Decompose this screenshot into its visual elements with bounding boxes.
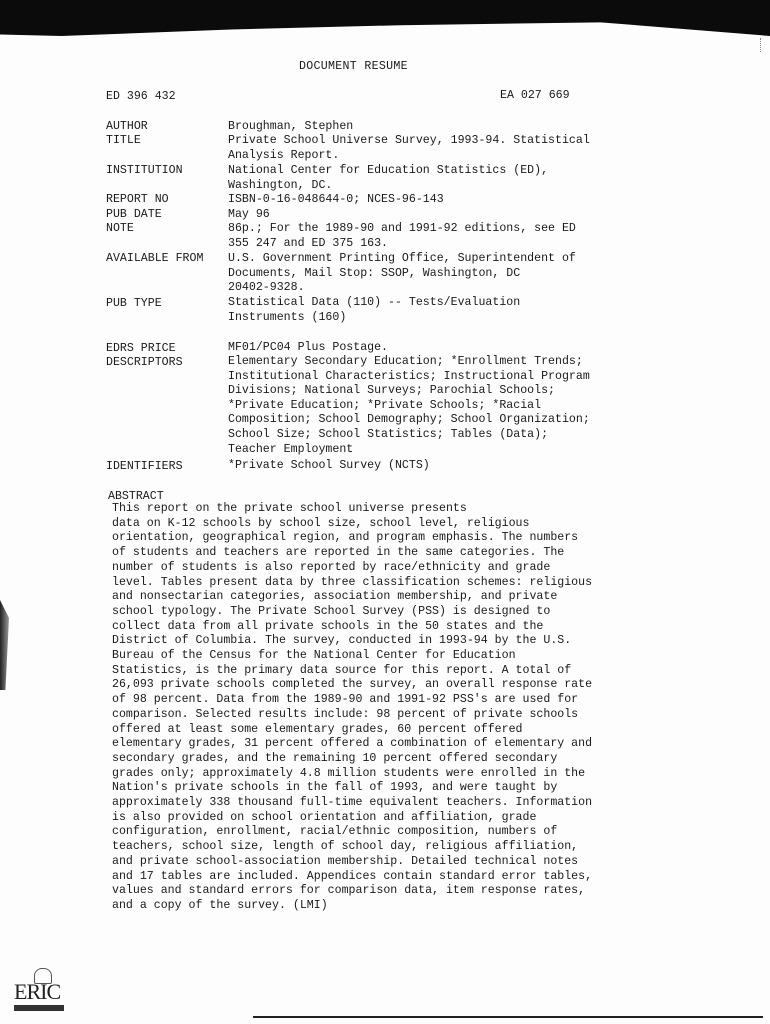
field-value-pub-type: Statistical Data (110) -- Tests/Evaluation Instruments (160) <box>228 296 521 324</box>
field-value-institution: National Center for Education Statistics (ED), Washington, DC. <box>228 164 549 192</box>
field-label-author: AUTHOR <box>106 120 148 133</box>
field-value-pub-date: May 96 <box>228 208 270 221</box>
field-value-title: Private School Universe Survey, 1993-94. Statistical Analysis Report. <box>228 134 590 162</box>
document-heading: DOCUMENT RESUME <box>299 60 408 73</box>
field-label-pub-type: PUB TYPE <box>106 297 162 310</box>
field-label-note: NOTE <box>106 222 134 235</box>
field-label-institution: INSTITUTION <box>106 164 183 177</box>
scan-mark-left <box>0 600 9 690</box>
field-label-pub-date: PUB DATE <box>106 208 162 221</box>
field-label-report-no: REPORT NO <box>106 193 169 206</box>
abstract-label: ABSTRACT <box>108 490 164 503</box>
abstract-body: This report on the private school universe presents data on K-12 schools by school size, school level, religious orientation, geographical region, and program emphasis. The numbers of students and teachers are reported in the same categories. The number of students is also reported by race/ethnicity and grade level. Tables present data by three classification schemes: religious and nonsectarian categories, association membership, and private school typology. The Private School Survey (PSS) is designed to collect data from all private schools in the 50 states and the District of Columbia. The survey, conducted in 1993-94 by the U.S. Bureau of the Census for the National Center for Education Statistics, is the primary data source for this report. A total of 26,093 private schools completed the survey, an overall response rate of 98 percent. Data from the 1989-90 and 1991-92 PSS's are used for comparison. Selected results include: 98 percent of private schools offered at least some elementary grades, 60 percent offered elementary grades, 31 percent offered a combination of elementary and secondary grades, and the remaining 10 percent offered secondary grades only; approximately 4.8 million students were enrolled in the Nation's private schools in the fall of 1993, and were taught by approximately 338 thousand full-time equivalent teachers. Information is also provided on school orientation and affiliation, grade configuration, enrollment, racial/ethnic composition, numbers of teachers, school size, length of school day, religious affiliation, and private school-association membership. Detailed technical notes and 17 tables are included. Appendices contain standard error tables, values and standard errors for comparison data, item response rates, and a copy of the survey. (LMI) <box>112 502 593 912</box>
field-label-available-from: AVAILABLE FROM <box>106 252 204 265</box>
scan-border-top <box>0 0 770 36</box>
field-label-edrs-price: EDRS PRICE <box>106 342 176 355</box>
field-value-descriptors: Elementary Secondary Education; *Enrollment Trends; Institutional Characteristics; Instructional Program Divisions; National Surveys; Parochial Schools; *Private Education; *Private Schools; *Racial Composition; School Demography; School Organization; School Size; School Statistics; Tables (Data); Teacher Employment <box>228 355 590 456</box>
ea-number: EA 027 669 <box>500 89 570 102</box>
field-value-edrs-price: MF01/PC04 Plus Postage. <box>228 341 389 354</box>
field-value-note: 86p.; For the 1989-90 and 1991-92 editions, see ED 355 247 and ED 375 163. <box>228 222 576 250</box>
field-label-identifiers: IDENTIFIERS <box>106 460 183 473</box>
eric-logo-wordmark: ERIC <box>14 979 61 1004</box>
eric-logo <box>14 968 68 1014</box>
scan-line-bottom <box>253 1016 763 1018</box>
field-value-report-no: ISBN-0-16-048644-0; NCES-96-143 <box>228 193 444 206</box>
field-value-identifiers: *Private School Survey (NCTS) <box>228 459 430 472</box>
eric-logo-strip <box>14 1005 64 1011</box>
field-label-descriptors: DESCRIPTORS <box>106 356 183 369</box>
ed-number: ED 396 432 <box>106 90 176 103</box>
field-value-available-from: U.S. Government Printing Office, Superintendent of Documents, Mail Stop: SSOP, Washington, DC 20402-9328. <box>228 252 576 295</box>
scan-mark-right <box>760 38 770 52</box>
field-value-author: Broughman, Stephen <box>228 120 354 133</box>
field-label-title: TITLE <box>106 134 141 147</box>
